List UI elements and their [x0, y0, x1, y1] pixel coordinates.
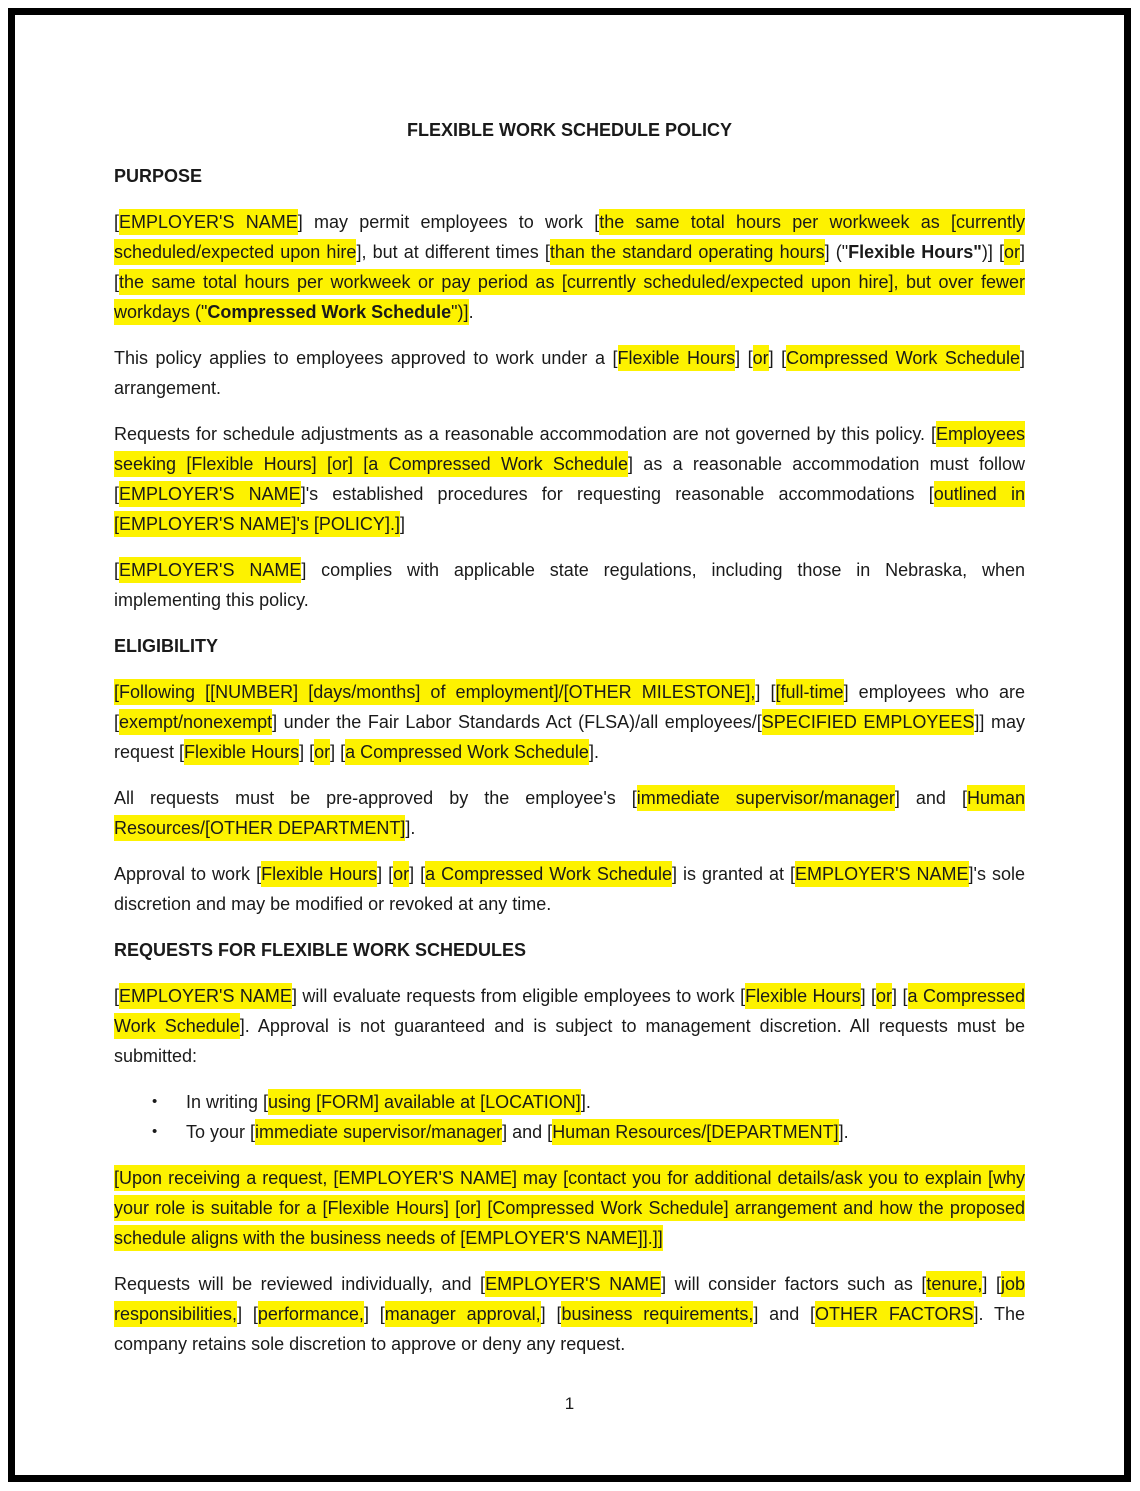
highlighted-text-run: performance,	[258, 1301, 364, 1327]
highlighted-text-run: Flexible Hours	[261, 861, 377, 887]
text-run: ] [	[982, 1274, 1001, 1294]
list-item	[114, 1117, 1025, 1147]
page-border-frame	[8, 8, 1131, 1482]
paragraph	[114, 859, 1025, 919]
highlighted-text-run: using [FORM] available at [LOCATION]	[268, 1089, 581, 1115]
highlighted-text-run: a Compressed Work Schedule	[345, 739, 589, 765]
highlighted-text-run: Flexible Hours	[745, 983, 860, 1009]
highlighted-text-run: immediate supervisor/manager	[255, 1119, 502, 1145]
highlighted-text-run: EMPLOYER'S NAME	[795, 861, 968, 887]
text-run: ]	[399, 514, 405, 534]
text-run: ] will evaluate requests from eligible employees to work [	[291, 986, 746, 1006]
highlighted-text-run: exempt/nonexempt	[119, 709, 272, 735]
text-run: ] [	[409, 864, 426, 884]
highlighted-text-run: or	[876, 983, 892, 1009]
highlighted-text-run: [full-time	[776, 679, 844, 705]
text-run: Requests for schedule adjustments as a reasonable accommodation are not governed by this policy. [	[114, 424, 936, 444]
highlighted-text-run: Human Resources/[OTHER DEPARTMENT]	[114, 785, 1025, 841]
text-run: )] [	[981, 242, 1004, 262]
highlighted-text-run: than the standard operating hours	[550, 239, 825, 265]
text-run: ] and [	[753, 1304, 816, 1324]
highlighted-text-run: EMPLOYER'S NAME	[485, 1271, 661, 1297]
text-run: ] [	[330, 742, 346, 762]
section-heading: ELIGIBILITY	[114, 636, 219, 656]
paragraph	[114, 1163, 1025, 1253]
text-run: All requests must be pre-approved by the employee's [	[114, 788, 637, 808]
highlighted-text-run: SPECIFIED EMPLOYEES	[762, 709, 975, 735]
text-run: [	[114, 986, 120, 1006]
highlighted-text-run: a Compressed Work Schedule	[425, 861, 672, 887]
text-run: .	[468, 302, 474, 322]
bullet-icon: •	[152, 1093, 158, 1110]
paragraph	[114, 1269, 1025, 1359]
highlighted-text-run: [Following [[NUMBER] [days/months] of employment]/[OTHER MILESTONE],	[114, 679, 755, 705]
text-run: ].	[588, 742, 599, 762]
highlighted-text-run: the same total hours per workweek or pay period as [currently scheduled/expected upon hire], but over fewer workdays ("	[114, 269, 1025, 325]
highlighted-text-run: or	[753, 345, 769, 371]
highlighted-text-run: immediate supervisor/manager	[637, 785, 895, 811]
paragraph	[114, 343, 1025, 403]
highlighted-text-run: EMPLOYER'S NAME	[119, 983, 292, 1009]
text-run: ] and [	[502, 1122, 553, 1142]
highlighted-text-run: business requirements,	[561, 1301, 753, 1327]
highlighted-text-run: Compressed Work Schedule	[207, 299, 451, 325]
highlighted-text-run: EMPLOYER'S NAME	[119, 209, 298, 235]
text-run: ] [	[299, 742, 315, 762]
text-run: [	[114, 212, 120, 232]
text-run: ] [	[114, 242, 1026, 292]
highlighted-text-run: a Compressed Work Schedule	[114, 983, 1025, 1039]
text-run: Approval to work [	[114, 864, 262, 884]
highlighted-text-run: or	[314, 739, 330, 765]
text-run: ] complies with applicable state regulations, including those in Nebraska, when implementing this policy.	[114, 560, 1025, 610]
text-run: ]'s established procedures for requesting reasonable accommodations [	[300, 484, 934, 504]
document-content	[15, 15, 1124, 1359]
list-item	[114, 1087, 1025, 1117]
text-run: To your [	[186, 1122, 256, 1142]
text-run: ] [	[860, 986, 877, 1006]
text-run: ] [	[363, 1304, 385, 1324]
paragraph	[114, 555, 1025, 615]
text-run: ] ("	[824, 242, 849, 262]
text-run: ].	[580, 1092, 591, 1112]
text-run: ] [	[540, 1304, 562, 1324]
bullet-icon: •	[152, 1123, 158, 1140]
text-run: ] as a reasonable accommodation must follow [	[114, 454, 1025, 504]
text-run: In writing [	[186, 1092, 269, 1112]
highlighted-text-run: Human Resources/[DEPARTMENT]	[552, 1119, 838, 1145]
text-run: Requests will be reviewed individually, and [	[114, 1274, 486, 1294]
highlighted-text-run: [Upon receiving a request, [EMPLOYER'S NAME] may [contact you for additional details/ask you to explain [why your role is suitable for a [Flexible Hours] [or] [Compressed Work Schedule] arrangement and how the proposed schedule aligns with the business needs of [EMPLOYER'S NAME]].]]	[114, 1165, 1025, 1251]
paragraph	[114, 677, 1025, 767]
highlighted-text-run: the same total hours per workweek as [currently scheduled/expected upon hire	[114, 209, 1025, 265]
highlighted-text-run: manager approval,	[385, 1301, 541, 1327]
text-run: ] and [	[894, 788, 967, 808]
highlighted-text-run: EMPLOYER'S NAME	[119, 557, 301, 583]
bullet-list	[114, 1087, 1025, 1147]
text-run: ]] may request [	[114, 712, 1025, 762]
highlighted-text-run: tenure,	[926, 1271, 982, 1297]
text-run: [	[114, 560, 120, 580]
paragraph	[114, 783, 1025, 843]
text-run: ], but at different times [	[356, 242, 550, 262]
text-run: ] employees who are [	[114, 682, 1025, 732]
text-run: ] will consider factors such as [	[661, 1274, 927, 1294]
highlighted-text-run: ")]	[451, 299, 468, 325]
section-heading: PURPOSE	[114, 166, 203, 186]
highlighted-text-run: Flexible Hours	[184, 739, 299, 765]
text-run: ]'s sole discretion and may be modified or revoked at any time.	[114, 864, 1025, 914]
text-run: ] [	[768, 348, 787, 368]
highlighted-text-run: Compressed Work Schedule	[786, 345, 1020, 371]
paragraph	[114, 419, 1025, 539]
text-run: ] under the Fair Labor Standards Act (FLSA)/all employees/[	[272, 712, 762, 732]
text-run: ] is granted at [	[671, 864, 796, 884]
text-run: ] [	[377, 864, 394, 884]
list-item-text	[186, 1087, 1025, 1117]
highlighted-text-run: or	[1004, 239, 1020, 265]
text-run: ].	[405, 818, 416, 838]
highlighted-text-run: outlined in [EMPLOYER'S NAME]'s [POLICY].]	[114, 481, 1025, 537]
highlighted-text-run: Employees seeking [Flexible Hours] [or] [a Compressed Work Schedule	[114, 421, 1025, 477]
text-run: ]. The company retains sole discretion to approve or deny any request.	[114, 1304, 1025, 1354]
highlighted-text-run: or	[393, 861, 409, 887]
text-run: ] may permit employees to work [	[297, 212, 600, 232]
text-run: ].	[838, 1122, 849, 1142]
text-run: ]. Approval is not guaranteed and is subject to management discretion. All requests must be submitted:	[114, 1016, 1026, 1066]
page-number: 1	[564, 1394, 575, 1413]
text-run: This policy applies to employees approved to work under a [	[114, 348, 618, 368]
text-run: Flexible Hours"	[848, 242, 982, 262]
highlighted-text-run: Flexible Hours	[618, 345, 736, 371]
highlighted-text-run: EMPLOYER'S NAME	[119, 481, 301, 507]
text-run: ] arrangement.	[114, 348, 1025, 398]
section-heading: REQUESTS FOR FLEXIBLE WORK SCHEDULES	[114, 940, 527, 960]
paragraph	[114, 981, 1025, 1071]
paragraph	[114, 207, 1025, 327]
highlighted-text-run: OTHER FACTORS	[815, 1301, 973, 1327]
list-item-text	[186, 1117, 1025, 1147]
text-run: ] [	[892, 986, 908, 1006]
document-title: FLEXIBLE WORK SCHEDULE POLICY	[406, 120, 732, 140]
text-run: ] [	[755, 682, 776, 702]
highlighted-text-run: job responsibilities,	[114, 1271, 1025, 1327]
text-run: ] [	[237, 1304, 258, 1324]
text-run: ] [	[735, 348, 753, 368]
